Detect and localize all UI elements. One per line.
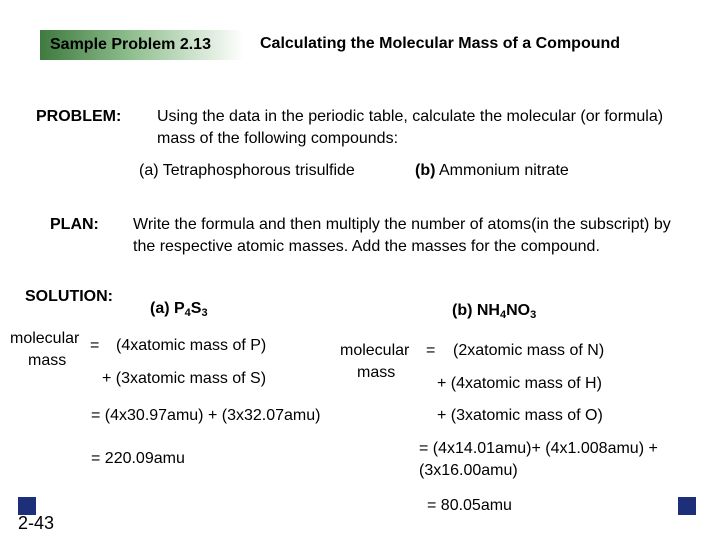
sample-problem-banner <box>40 30 244 60</box>
molecular-mass-label-b-line1: molecular <box>340 342 410 359</box>
plan-label: PLAN: <box>50 216 99 233</box>
problem-part-b-prefix: (b) <box>415 162 436 179</box>
problem-label: PROBLEM: <box>36 108 122 125</box>
formula-a-prefix: (a) P <box>150 300 185 317</box>
formula-a-sub2: 3 <box>201 307 208 319</box>
molecular-mass-label-a-line1: molecular <box>10 330 80 347</box>
problem-text: Using the data in the periodic table, calculate the molecular (or formula) mass of the following compounds: <box>157 108 664 147</box>
formula-b <box>452 302 536 321</box>
formula-a <box>150 300 208 319</box>
problem-part-b-text: Ammonium nitrate <box>439 162 569 179</box>
formula-b-sub2: 3 <box>530 309 537 321</box>
term-a-2: + (3xatomic mass of S) <box>102 370 267 387</box>
term-b-3: + (3xatomic mass of O) <box>437 407 603 424</box>
problem-part-b <box>415 162 569 180</box>
slide-number: 2-43 <box>18 513 55 533</box>
calc-a: = (4x30.97amu) + (3x32.07amu) <box>91 407 321 424</box>
nav-forward-icon[interactable] <box>678 497 696 515</box>
molecular-mass-label-b-line2: mass <box>357 364 396 381</box>
solution-label: SOLUTION: <box>25 288 113 305</box>
term-b-2: + (4xatomic mass of H) <box>437 375 602 392</box>
problem-part-a: (a) Tetraphosphorous trisulfide <box>139 162 355 179</box>
term-a-1: (4xatomic mass of P) <box>116 337 267 354</box>
equals-b: = <box>426 342 436 359</box>
calc-b: = (4x14.01amu)+ (4x1.008amu) + (3x16.00amu) <box>419 440 658 479</box>
molecular-mass-label-a <box>10 330 79 348</box>
equals-a: = <box>90 337 100 354</box>
sample-problem-label: Sample Problem 2.13 <box>50 36 211 53</box>
term-b-1: (2xatomic mass of N) <box>453 342 605 359</box>
page-title: Calculating the Molecular Mass of a Compound <box>260 35 621 52</box>
molecular-mass-label-a-line2: mass <box>28 352 67 369</box>
result-a: = 220.09amu <box>91 450 185 467</box>
formula-b-sub1: 4 <box>499 309 507 321</box>
result-b: = 80.05amu <box>427 497 512 514</box>
formula-a-el2: S <box>190 300 202 317</box>
formula-b-prefix: (b) NH <box>452 302 500 319</box>
plan-text: Write the formula and then multiply the number of atoms(in the subscript) by the respective atomic masses. Add the masses for the compound. <box>133 216 671 255</box>
formula-b-el2: NO <box>506 302 531 319</box>
formula-a-sub1: 4 <box>184 307 191 319</box>
